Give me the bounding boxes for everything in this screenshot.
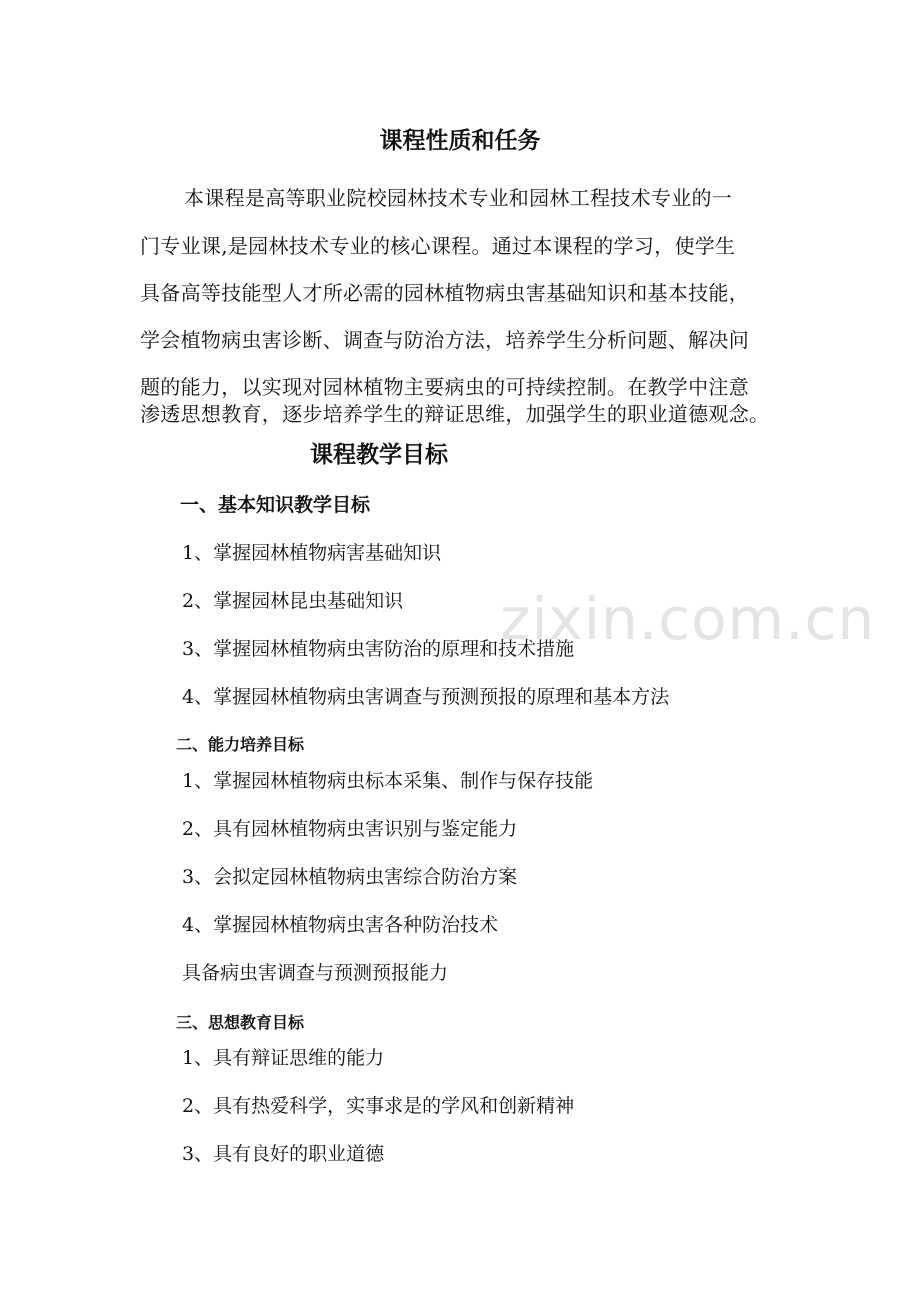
heading-knowledge-goals: 一、基本知识教学目标 — [180, 494, 371, 516]
heading-ability-goals: 二、能力培养目标 — [176, 735, 305, 754]
list-item: 2、掌握园林昆虫基础知识 — [182, 590, 404, 612]
section-title-teaching-goals: 课程教学目标 — [310, 442, 448, 468]
list-item: 4、掌握园林植物病虫害各种防治技术 — [182, 914, 499, 936]
paragraph-line: 渗透思想教育，逐步培养学生的辩证思维，加强学生的职业道德观念。 — [140, 402, 770, 426]
paragraph-line: 学会植物病虫害诊断、调查与防治方法，培养学生分析问题、解决问 — [140, 328, 749, 352]
list-item: 具备病虫害调查与预测预报能力 — [182, 962, 449, 984]
list-item: 2、具有热爱科学，实事求是的学风和创新精神 — [182, 1095, 575, 1117]
list-item: 3、具有良好的职业道德 — [182, 1143, 385, 1165]
list-item: 2、具有园林植物病虫害识别与鉴定能力 — [182, 818, 518, 840]
paragraph-line: 本课程是高等职业院校园林技术专业和园林工程技术专业的一 — [184, 186, 733, 210]
heading-ideology-goals: 三、思想教育目标 — [176, 1013, 305, 1032]
list-item: 3、会拟定园林植物病虫害综合防治方案 — [182, 866, 518, 888]
list-item: 3、掌握园林植物病虫害防治的原理和技术措施 — [182, 638, 575, 660]
list-item: 4、掌握园林植物病虫害调查与预测预报的原理和基本方法 — [182, 686, 670, 708]
paragraph-line: 题的能力，以实现对园林植物主要病虫的可持续控制。在教学中注意 — [140, 375, 749, 399]
paragraph-line: 门专业课,是园林技术专业的核心课程。通过本课程的学习，使学生 — [140, 234, 736, 258]
paragraph-line: 具备高等技能型人才所必需的园林植物病虫害基础知识和基本技能， — [140, 281, 749, 305]
list-item: 1、掌握园林植物病虫标本采集、制作与保存技能 — [182, 770, 594, 792]
section-title-course-nature: 课程性质和任务 — [379, 128, 541, 154]
list-item: 1、具有辩证思维的能力 — [182, 1047, 385, 1069]
list-item: 1、掌握园林植物病害基础知识 — [182, 542, 442, 564]
watermark: zixin.com.cn — [500, 585, 876, 653]
